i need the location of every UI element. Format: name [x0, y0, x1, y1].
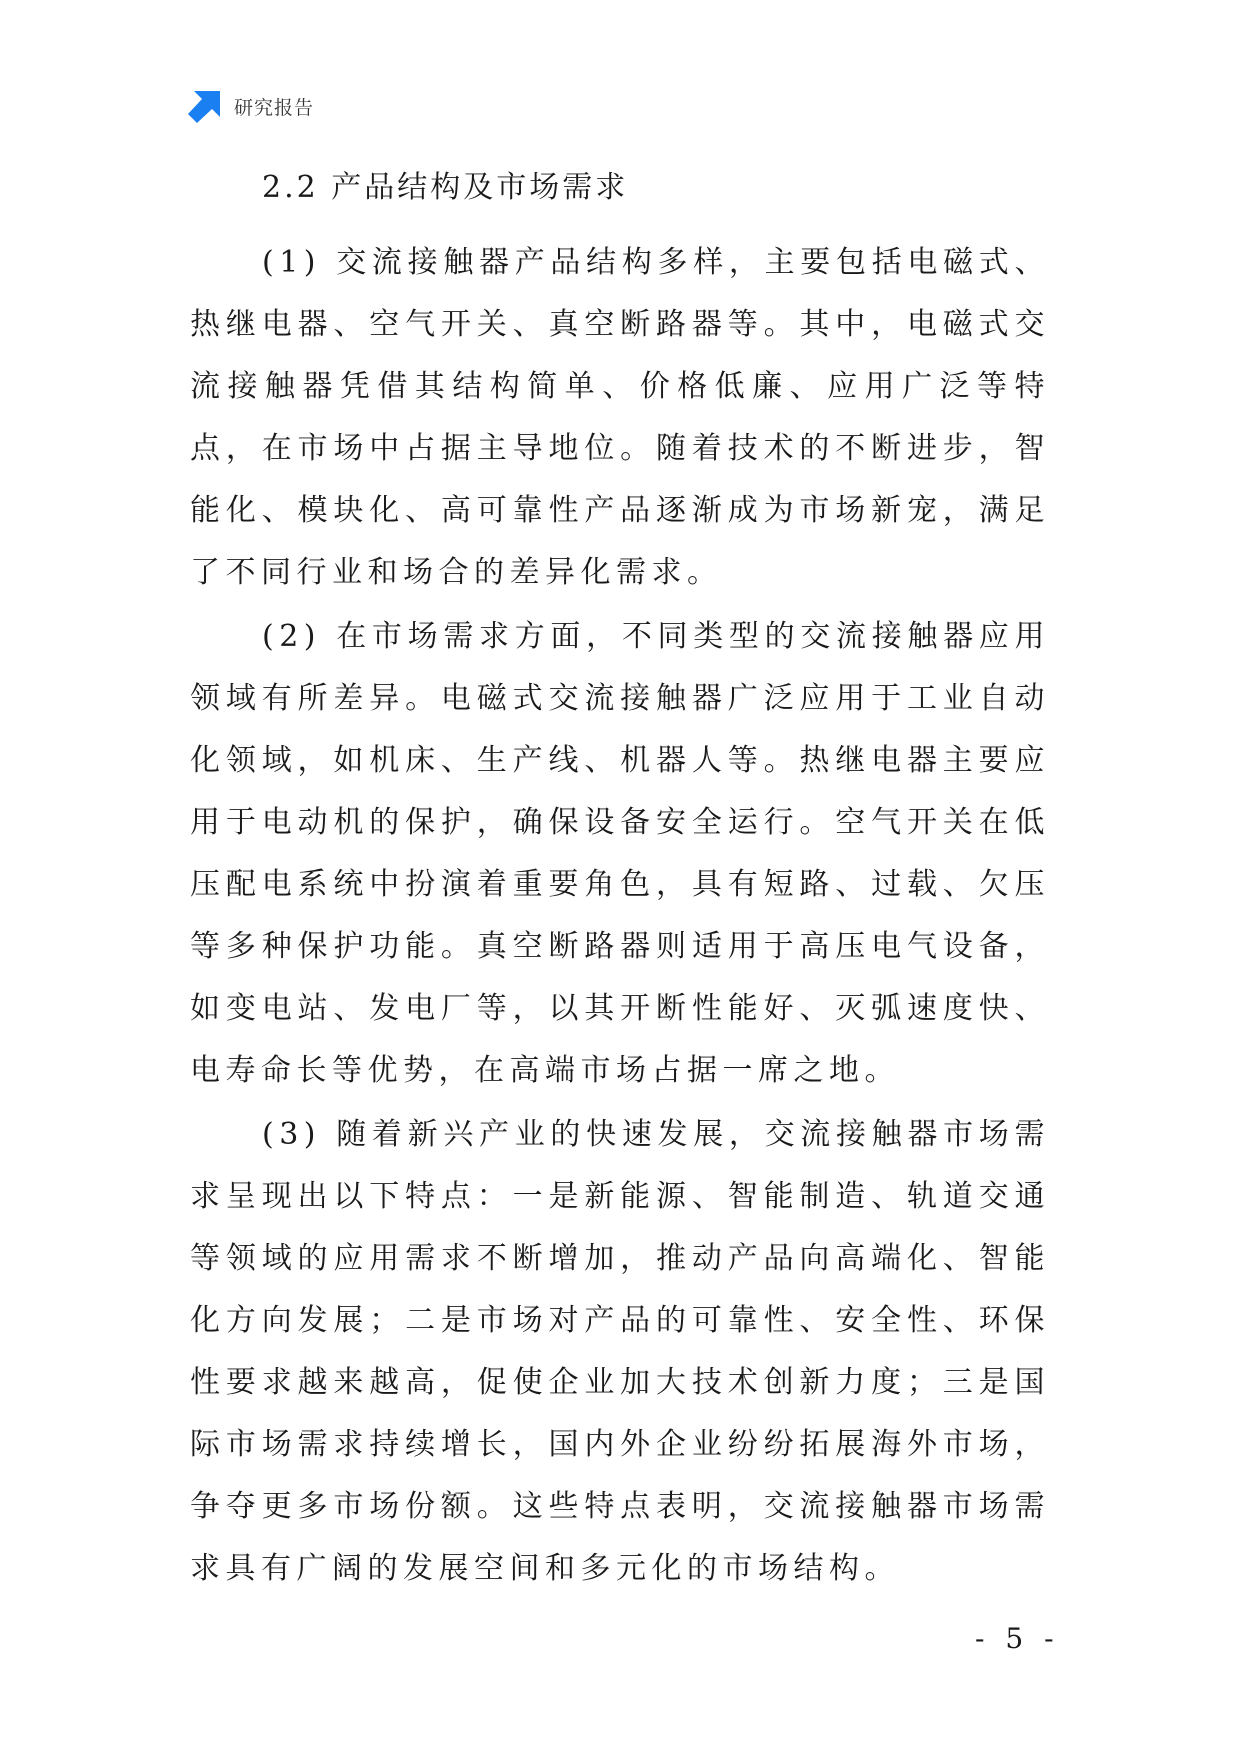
- arrow-up-right-icon: [188, 89, 222, 123]
- paragraph-3: (3) 随着新兴产业的快速发展，交流接触器市场需求呈现出以下特点：一是新能源、智能制造、轨道交通等领域的应用需求不断增加，推动产品向高端化、智能化方向发展；二是市场对产品的可靠性、安全性、环保性要求越来越高，促使企业加大技术创新力度；三是国际市场需求持续增长，国内外企业纷纷拓展海外市场，争夺更多市场份额。这些特点表明，交流接触器市场需求具有广阔的发展空间和多元化的市场结构。: [190, 1117, 1050, 1586]
- page-number: - 5 -: [975, 1622, 1060, 1655]
- paragraph-2: (2) 在市场需求方面，不同类型的交流接触器应用领域有所差异。电磁式交流接触器广泛应用于工业自动化领域，如机床、生产线、机器人等。热继电器主要应用于电动机的保护，确保设备安全运行。空气开关在低压配电系统中扮演着重要角色，具有短路、过载、欠压等多种保护功能。真空断路器则适用于高压电气设备，如变电站、发电厂等，以其开断性能好、灭弧速度快、电寿命长等优势，在高端市场占据一席之地。: [190, 619, 1050, 1088]
- report-header: [188, 88, 314, 124]
- section-title: 2.2 产品结构及市场需求: [262, 170, 629, 205]
- report-body: [190, 158, 1050, 1602]
- paragraph-1: (1) 交流接触器产品结构多样，主要包括电磁式、热继电器、空气开关、真空断路器等。其中，电磁式交流接触器凭借其结构简单、价格低廉、应用广泛等特点，在市场中占据主导地位。随着技术的不断进步，智能化、模块化、高可靠性产品逐渐成为市场新宠，满足了不同行业和场合的差异化需求。: [190, 245, 1050, 590]
- header-title: 研究报告: [234, 96, 315, 119]
